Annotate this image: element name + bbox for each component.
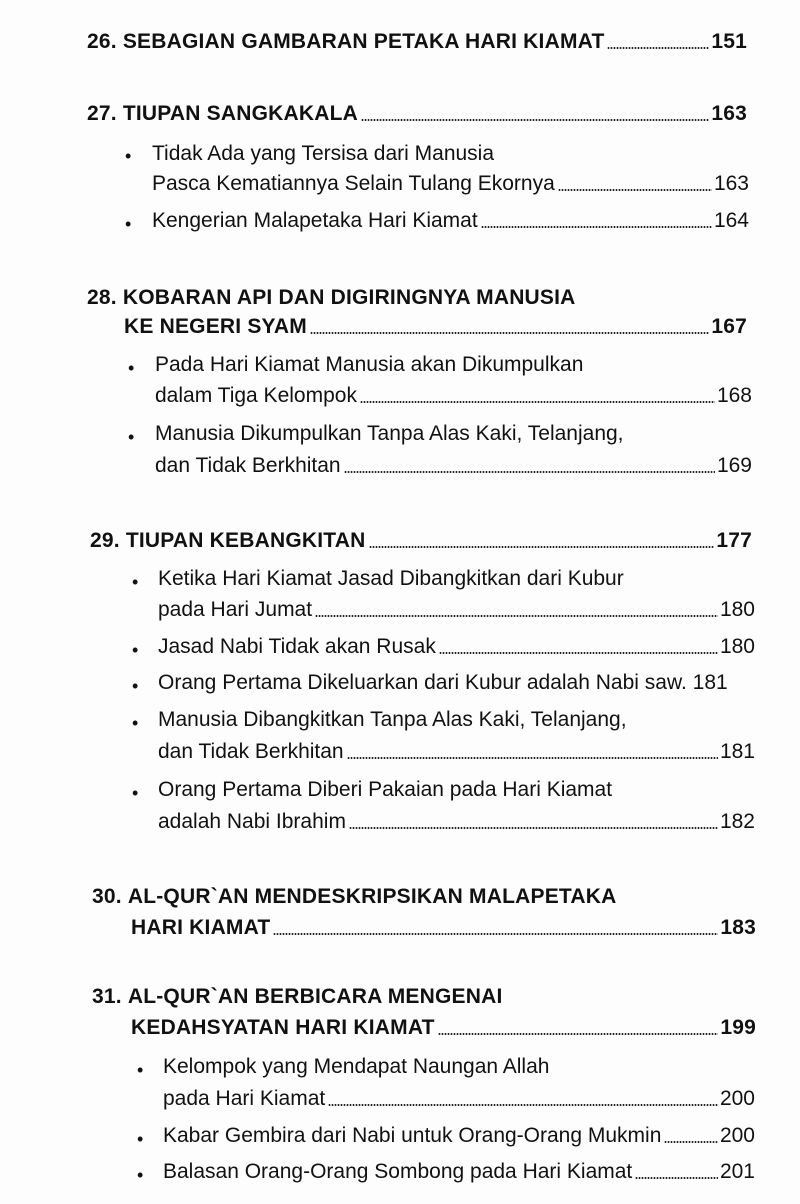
page-number: 163	[713, 172, 749, 195]
page-number: 200	[719, 1087, 755, 1110]
toc-chapter-30[interactable]	[131, 916, 756, 940]
toc-sub-line[interactable]: Pada Hari Kiamat Manusia akan Dikumpulkan	[155, 353, 584, 376]
dot-leader	[273, 933, 718, 935]
toc-chapter-31-line1[interactable]	[92, 985, 502, 1009]
sub-title-line: adalah Nabi Ibrahim	[158, 810, 346, 833]
sub-title-line: Orang Pertama Dikeluarkan dari Kubur adalah Nabi saw.	[158, 671, 687, 694]
page-number: 180	[719, 598, 755, 621]
chapter-number: 29.	[90, 529, 120, 552]
sub-title-line: Kengerian Malapetaka Hari Kiamat	[152, 209, 478, 232]
bullet-icon: •	[132, 676, 139, 696]
toc-sub-entry[interactable]	[155, 384, 752, 408]
toc-sub-entry[interactable]	[163, 1160, 755, 1184]
toc-sub-entry[interactable]	[158, 635, 755, 659]
toc-chapter-31[interactable]	[131, 1016, 756, 1040]
toc-sub-line[interactable]: Kelompok yang Mendapat Naungan Allah	[163, 1055, 550, 1078]
sub-title-line: dalam Tiga Kelompok	[155, 384, 357, 407]
page-number: 163	[711, 102, 747, 125]
chapter-title-line2: KEDAHSYATAN HARI KIAMAT	[131, 1016, 435, 1039]
sub-title-line: pada Hari Jumat	[158, 598, 313, 621]
chapter-title: TIUPAN SANGKAKALA	[122, 102, 359, 125]
dot-leader	[439, 652, 718, 654]
toc-chapter-30-line1[interactable]	[92, 885, 616, 909]
toc-sub-entry[interactable]	[163, 1124, 755, 1148]
page-number: 182	[719, 810, 755, 833]
sub-title-line: dan Tidak Berkhitan	[155, 454, 341, 477]
dot-leader	[481, 226, 712, 228]
page-number: 168	[716, 384, 752, 407]
toc-sub-entry[interactable]	[152, 172, 749, 196]
toc-sub-line[interactable]: Manusia Dikumpulkan Tanpa Alas Kaki, Telanjang,	[155, 422, 624, 445]
dot-leader	[361, 119, 709, 121]
page-number: 164	[713, 209, 749, 232]
bullet-icon: •	[125, 146, 132, 166]
toc-chapter-27[interactable]	[87, 102, 747, 126]
bullet-icon: •	[132, 572, 139, 592]
chapter-number: 26.	[87, 30, 117, 53]
bullet-icon: •	[128, 358, 135, 378]
bullet-icon: •	[137, 1165, 144, 1185]
dot-leader	[344, 471, 715, 473]
toc-sub-line[interactable]: Orang Pertama Diberi Pakaian pada Hari Kiamat	[158, 778, 613, 801]
dot-leader	[558, 189, 712, 191]
page-number: 177	[716, 529, 752, 552]
bullet-icon: •	[132, 783, 139, 803]
sub-title-line: Balasan Orang-Orang Sombong pada Hari Kiamat	[163, 1160, 633, 1183]
page-number: 200	[719, 1124, 755, 1147]
page-number: 181	[719, 740, 755, 763]
dot-leader	[635, 1177, 718, 1179]
chapter-number: 27.	[87, 102, 117, 125]
dot-leader	[360, 401, 715, 403]
sub-title-line: pada Hari Kiamat	[163, 1087, 326, 1110]
toc-chapter-28-line1[interactable]	[87, 286, 576, 310]
toc-sub-entry[interactable]	[158, 810, 755, 834]
bullet-icon: •	[137, 1060, 144, 1080]
toc-sub-entry[interactable]	[155, 454, 752, 478]
sub-title-line: Jasad Nabi Tidak akan Rusak	[158, 635, 436, 658]
toc-chapter-26[interactable]	[87, 30, 747, 54]
sub-title-line: Kabar Gembira dari Nabi untuk Orang-Orang Mukmin	[163, 1124, 662, 1147]
chapter-title: KOBARAN API DAN DIGIRINGNYA MANUSIA	[122, 286, 576, 309]
bullet-icon: •	[137, 1129, 144, 1149]
sub-title-line: dan Tidak Berkhitan	[158, 740, 344, 763]
chapter-number: 28.	[87, 286, 117, 309]
page-number: 180	[719, 635, 755, 658]
page-number: 167	[711, 315, 747, 338]
toc-sub-entry[interactable]	[158, 740, 755, 764]
chapter-title: AL-QUR`AN MENDESKRIPSIKAN MALAPETAKA	[127, 885, 617, 908]
chapter-number: 31.	[92, 985, 122, 1008]
toc-sub-line[interactable]: Manusia Dibangkitkan Tanpa Alas Kaki, Telanjang,	[158, 708, 627, 731]
dot-leader	[328, 1104, 718, 1106]
bullet-icon: •	[125, 214, 132, 234]
page-number: 201	[719, 1160, 755, 1183]
page-number: 199	[720, 1016, 756, 1039]
dot-leader	[607, 47, 709, 49]
dot-leader	[347, 757, 718, 759]
sub-title-line: Pasca Kematiannya Selain Tulang Ekornya	[152, 172, 555, 195]
toc-chapter-29[interactable]	[90, 529, 752, 553]
chapter-title: SEBAGIAN GAMBARAN PETAKA HARI KIAMAT	[122, 30, 605, 53]
page-number: 181	[692, 671, 728, 694]
page-number: 169	[716, 454, 752, 477]
page-number: 151	[711, 30, 747, 53]
toc-sub-entry[interactable]	[152, 209, 749, 233]
bullet-icon: •	[132, 713, 139, 733]
toc-chapter-28[interactable]	[124, 315, 747, 339]
dot-leader	[369, 546, 715, 548]
chapter-number: 30.	[92, 885, 122, 908]
bullet-icon: •	[132, 640, 139, 660]
dot-leader	[664, 1141, 718, 1143]
toc-sub-entry[interactable]	[163, 1087, 755, 1111]
toc-sub-entry[interactable]	[158, 598, 755, 622]
dot-leader	[315, 615, 718, 617]
bullet-icon: •	[128, 427, 135, 447]
toc-sub-entry[interactable]	[158, 671, 755, 695]
dot-leader	[438, 1033, 719, 1035]
dot-leader	[310, 332, 709, 334]
toc-sub-line[interactable]: Ketika Hari Kiamat Jasad Dibangkitkan dari Kubur	[158, 567, 624, 590]
chapter-title-line2: KE NEGERI SYAM	[124, 315, 307, 338]
chapter-title: AL-QUR`AN BERBICARA MENGENAI	[127, 985, 503, 1008]
dot-leader	[349, 827, 718, 829]
chapter-title-line2: HARI KIAMAT	[131, 916, 271, 939]
chapter-title: TIUPAN KEBANGKITAN	[125, 529, 366, 552]
toc-sub-line[interactable]: Tidak Ada yang Tersisa dari Manusia	[152, 142, 495, 165]
page-number: 183	[720, 916, 756, 939]
